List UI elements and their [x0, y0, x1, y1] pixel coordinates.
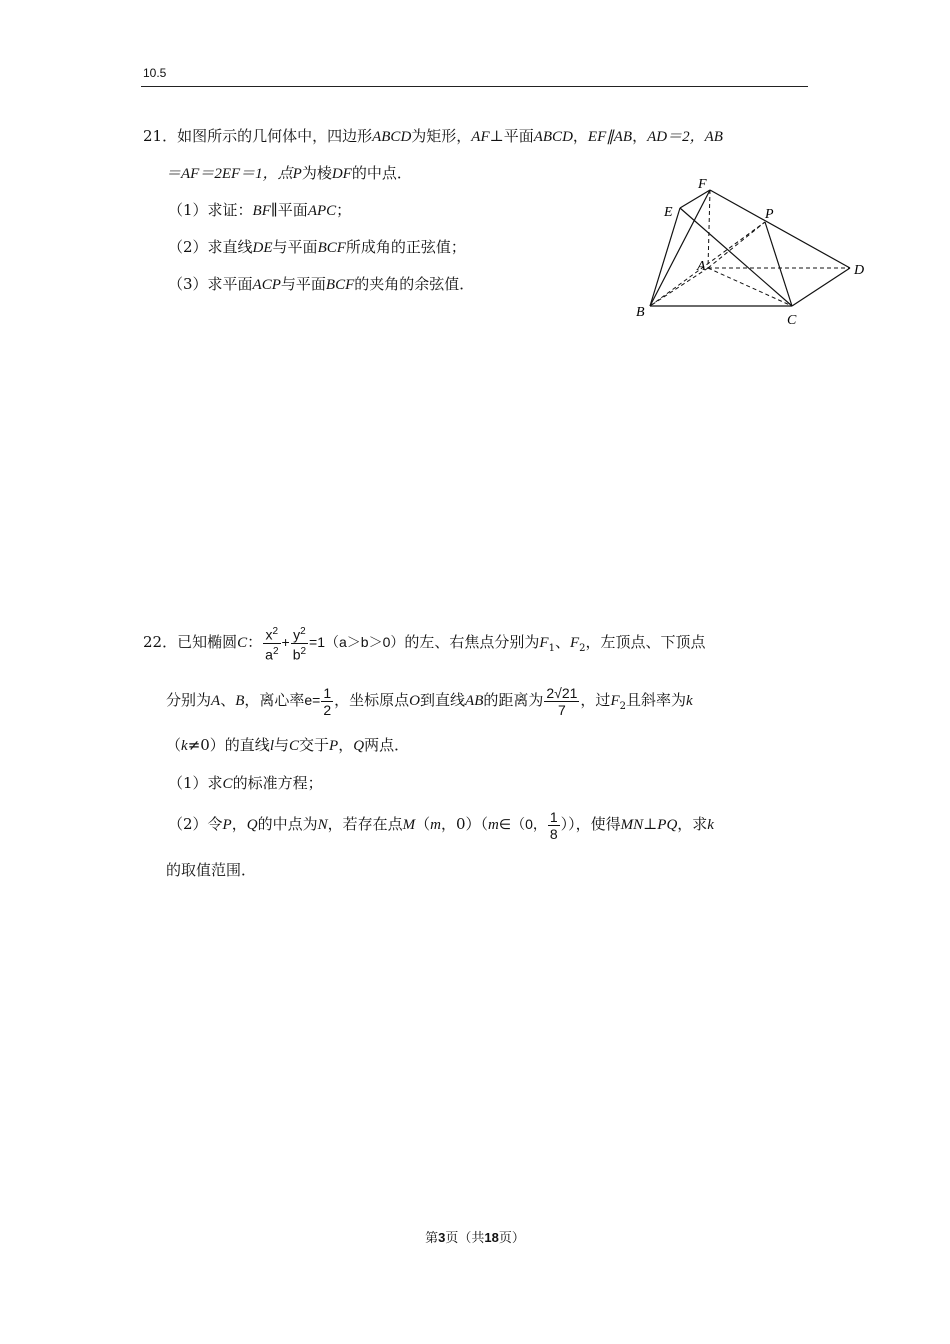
q22-text: 7 [558, 701, 566, 718]
q22-text: C [222, 776, 233, 792]
q21-text: 的夹角的余弦值． [354, 275, 475, 293]
q22-text: 1 [549, 808, 558, 825]
q22-text: 2√21 [546, 684, 578, 701]
q22-text: a [265, 646, 273, 663]
q22-text: （2）令 [168, 815, 223, 833]
edge-BP [650, 222, 765, 306]
q22-text: ，过 [580, 691, 611, 709]
q22-text: M [402, 817, 416, 833]
label-F: F [698, 177, 707, 192]
fraction-m [548, 809, 560, 842]
q22-text: k [686, 693, 693, 709]
q21-text: BCF [317, 240, 346, 256]
q21-text: ， [632, 127, 648, 145]
q22-text: AB [465, 693, 484, 709]
q22-text: C [237, 635, 248, 652]
q22-text: 与 [273, 736, 289, 754]
q22-sub2 [168, 806, 714, 843]
label-A: A [697, 259, 706, 274]
q21-text: ⊥平面 [489, 127, 534, 145]
q22-text: 分别为 [166, 691, 212, 709]
q22-text: 到直线 [420, 691, 466, 709]
q22-text: F [539, 635, 549, 652]
q22-text: （ [166, 736, 182, 754]
edge-CD [792, 268, 850, 306]
q22-text: 2 [300, 645, 307, 657]
q22-text: 的标准方程； [232, 774, 323, 792]
q22-text: P [222, 817, 232, 833]
q22-text: 、 [554, 633, 570, 652]
label-P: P [765, 207, 774, 222]
q22-text: 的距离为 [483, 691, 544, 709]
q22-text: ，求 [677, 815, 708, 833]
q21-text: DF [331, 166, 352, 182]
q21-line2 [166, 163, 412, 184]
q21-text: ABCD [533, 129, 573, 145]
q21-sub1 [168, 200, 351, 221]
q21-text: ＝AF＝2EF＝1，点 [166, 166, 293, 182]
q22-text: m [430, 817, 441, 833]
q21-text: ∥平面 [270, 201, 308, 219]
q22-number: 22． [143, 633, 178, 652]
q22-text: 1 [323, 684, 332, 701]
q21-text: 所成角的正弦值； [345, 238, 466, 256]
q22-text: ，左顶点、下顶点 [585, 633, 706, 652]
q22-text: 2 [272, 645, 279, 657]
q22-text: 且斜率为 [625, 691, 686, 709]
q22-text: k [181, 738, 188, 754]
q22-text: 的取值范围． [166, 861, 257, 879]
q22-text: 1 [548, 643, 555, 655]
q22-text: m [488, 817, 499, 833]
footer-total: 18 [484, 1230, 499, 1245]
q22-text: + [281, 634, 290, 651]
fraction-e [321, 685, 333, 718]
q22-text: e= [304, 692, 321, 708]
q21-text: 如图所示的几何体中，四边形 [177, 127, 373, 145]
q21-text: 的中点． [351, 164, 412, 182]
q21-number: 21． [143, 127, 178, 145]
q22-text: PQ [657, 817, 678, 833]
q22-text: ）），使得 [560, 815, 621, 833]
q21-text: 与平面 [272, 238, 318, 256]
footer-text: 页） [498, 1231, 525, 1246]
q22-text: 8 [549, 825, 558, 842]
q22-text: C [289, 738, 300, 754]
q21-text: ABCD [372, 129, 412, 145]
q22-text: ， [338, 736, 354, 754]
q22-text: 两点． [364, 736, 410, 754]
q22-text: 的左、右焦点分别为 [404, 633, 540, 652]
q21-text: （1）求证： [168, 201, 253, 219]
q22-text: Q [353, 738, 365, 754]
q22-text: ，若存在点 [327, 815, 403, 833]
q21-text: （3）求平面 [168, 275, 253, 293]
q21-text: AB [704, 129, 723, 145]
edge-AP [708, 222, 765, 268]
q22-sub1 [168, 773, 323, 794]
fraction-y2-b2 [291, 624, 308, 662]
q21-text: 为矩形， [411, 127, 472, 145]
q22-text: 的中点为 [257, 815, 318, 833]
q21-text: ， [572, 127, 588, 145]
q22-line2 [166, 682, 693, 725]
geometry-figure [630, 170, 870, 330]
q22-last [166, 860, 256, 880]
q22-text: A [211, 693, 221, 709]
q21-text: AF [471, 129, 490, 145]
q22-text: ，0）（ [440, 815, 489, 833]
q21-text: ； [336, 201, 352, 219]
edge-AC [708, 268, 792, 306]
q22-text: 2 [619, 701, 626, 712]
q21-text: P [292, 166, 302, 182]
q22-text: N [317, 817, 328, 833]
footer-text: 第 [425, 1231, 439, 1246]
q22-text: ∈（0， [498, 816, 547, 832]
q21-text: 为棱 [301, 164, 332, 182]
q22-text: ，坐标原点 [334, 691, 410, 709]
q22-text: b [292, 646, 301, 663]
q21-text: DE [252, 240, 273, 256]
q22-text: P [329, 738, 339, 754]
footer-text: 页（共 [445, 1231, 485, 1246]
q21-text: ACP [252, 277, 281, 293]
q21-text: AD＝2， [647, 129, 705, 145]
q22-text: ， [231, 815, 247, 833]
q22-text: F [610, 693, 620, 709]
q21-text: EF∥AB [587, 129, 633, 145]
q22-text: k [707, 817, 714, 833]
q22-text: F [569, 635, 580, 652]
q22-text: 2 [300, 626, 306, 637]
label-D: D [854, 263, 865, 278]
q22-text: Q [246, 817, 258, 833]
q22-text: （1）求 [168, 774, 223, 792]
edge-FD [710, 190, 850, 268]
header-rule [141, 86, 808, 87]
q22-text: MN [620, 817, 644, 833]
q21-text: （2）求直线 [168, 238, 253, 256]
fraction-x2-a2 [263, 624, 280, 662]
q22-text: 已知椭圆 [177, 633, 238, 652]
label-B: B [636, 305, 645, 320]
label-E: E [664, 205, 673, 220]
q21-text: APC [307, 203, 337, 219]
q22-text: ⊥ [643, 815, 658, 833]
q22-text: 2 [579, 643, 586, 655]
q22-text: x [265, 626, 273, 643]
q22-text: 2 [323, 701, 332, 718]
q22-text: 、 [220, 691, 236, 709]
edge-EC [680, 208, 792, 306]
q22-text: =1（a＞b＞0） [309, 634, 405, 651]
page-footer [0, 1227, 950, 1246]
q22-line1 [143, 624, 706, 667]
fraction-distance [544, 685, 579, 718]
q21-sub2 [168, 237, 466, 258]
q22-line3 [166, 735, 409, 756]
q22-text: 2 [272, 626, 279, 637]
q22-text: ，离心率 [244, 691, 305, 709]
q22-text: l [269, 738, 274, 754]
q22-text: 交于 [299, 736, 330, 754]
q21-text: BF [252, 203, 271, 219]
label-C: C [787, 313, 797, 328]
q21-text: BCF [325, 277, 355, 293]
q21-sub3 [168, 274, 474, 295]
q21-text: 与平面 [280, 275, 326, 293]
q22-text: ≠0）的直线 [187, 736, 270, 754]
q22-text: O [409, 693, 421, 709]
q22-text: y [293, 626, 301, 643]
q22-text: ： [247, 633, 263, 652]
edge-FA [708, 190, 710, 268]
q22-text: B [235, 693, 245, 709]
header-text: 10.5 [143, 66, 167, 80]
q22-text: （ [415, 815, 431, 833]
q21-line1 [143, 126, 723, 147]
footer-page: 3 [438, 1230, 446, 1245]
